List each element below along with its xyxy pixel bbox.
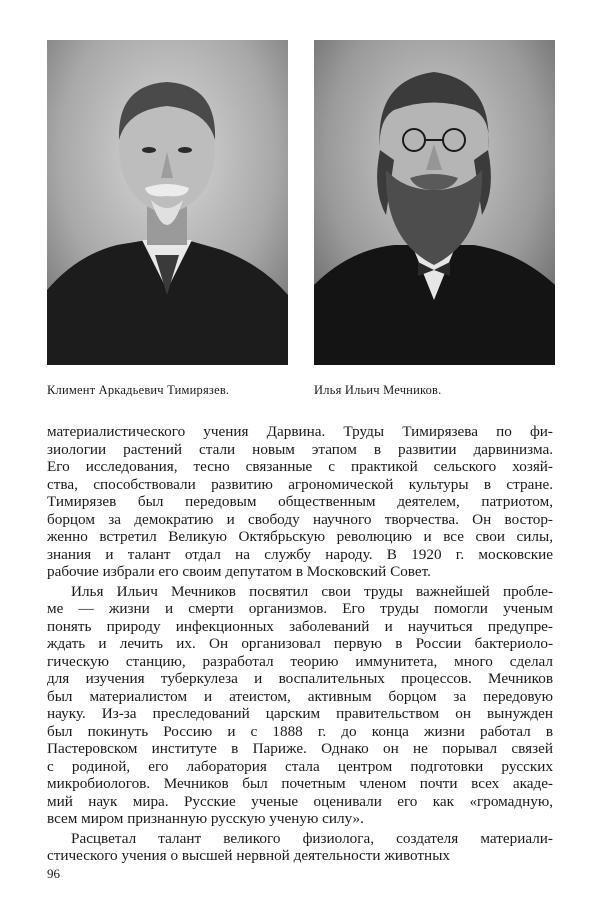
text-line: Расцветал талант великого физиолога, создателя материали- xyxy=(71,829,553,847)
caption-timiryazev: Климент Аркадьевич Тимирязев. xyxy=(47,383,230,397)
paragraph xyxy=(47,423,553,581)
portrait-timiryazev-drawing xyxy=(47,40,288,365)
text-line: рабочие избрали его своим депутатом в Московский Совет. xyxy=(47,563,431,580)
text-line: зиологии растений стали новым этапом в развитии дарвинизма. xyxy=(47,440,553,458)
text-line: женно встретил Великую Октябрьскую революцию и все свои силы, xyxy=(47,528,553,545)
text-line: мий наук мира. Русские ученые оценивали его как «громадную, xyxy=(47,792,553,810)
portrait-mechnikov xyxy=(314,40,555,365)
body-text xyxy=(47,423,553,865)
text-line: понять природу инфекционных заболеваний и научиться предупре- xyxy=(47,617,553,635)
text-line: Тимирязев был передовым общественным деятелем, патриотом, xyxy=(47,493,553,510)
text-line: стического учения о высшей нервной деятельности животных xyxy=(47,847,450,864)
text-line: микробиологов. Мечников был почетным членом почти всех акаде- xyxy=(47,775,553,792)
text-line: борцом за демократию и свободу научного творчества. Он востор- xyxy=(47,510,553,528)
text-line: материалистического учения Дарвина. Труды Тимирязева по фи- xyxy=(47,423,553,440)
text-line: был покинуть Россию и с 1888 г. до конца жизни работал в xyxy=(47,722,553,740)
text-line: ждать и лечить их. Он организовал первую в России бактериоло- xyxy=(47,635,553,652)
text-line: Пастеровском институте в Париже. Однако он не порывал связей xyxy=(47,740,553,757)
page-number: 96 xyxy=(47,866,60,881)
paragraph xyxy=(47,583,553,828)
paragraph xyxy=(47,830,553,865)
text-line: для изучения туберкулеза и воспалительных процессов. Мечников xyxy=(47,670,553,687)
text-line: Илья Ильич Мечников посвятил свои труды важнейшей пробле- xyxy=(71,582,553,600)
caption-mechnikov: Илья Ильич Мечников. xyxy=(314,383,442,397)
text-line: ства, способствовали развитию агрономической культуры в стране. xyxy=(47,475,553,493)
text-line: всем миром признанную русскую ученую силу». xyxy=(47,810,364,827)
portrait-mechnikov-drawing xyxy=(314,40,555,365)
portrait-timiryazev xyxy=(47,40,288,365)
text-line: ме — жизни и смерти организмов. Его труды помогли ученым xyxy=(47,600,553,617)
text-line: с родиной, его лаборатория стала центром подготовки русских xyxy=(47,757,553,775)
text-line: гическую станцию, разработал теорию иммунитета, много сделал xyxy=(47,652,553,670)
text-line: знания и талант отдал на службу народу. В 1920 г. московские xyxy=(47,545,553,563)
text-line: был материалистом и атеистом, активным борцом за передовую xyxy=(47,687,553,705)
text-line: Его исследования, тесно связанные с практикой сельского хозяй- xyxy=(47,458,553,475)
text-line: науку. Из-за преследований царским правительством он вынужден xyxy=(47,705,553,722)
